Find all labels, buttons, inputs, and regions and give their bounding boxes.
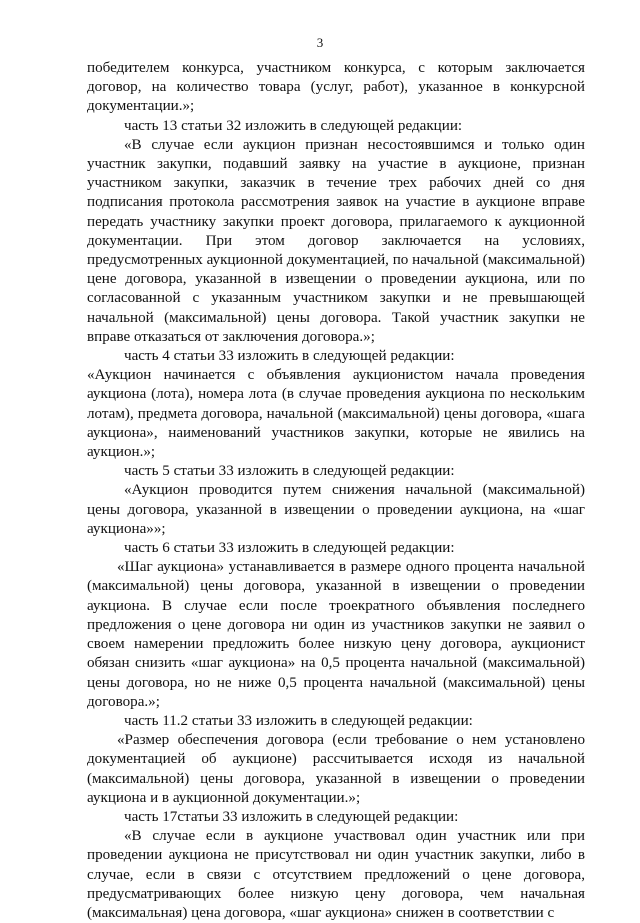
amendment-instruction-33-6: часть 6 статьи 33 изложить в следующей редакции:	[124, 540, 455, 557]
paragraph-intro-continuation: победителем конкурса, участником конкурса, с которым заключается договор, на количество товара (услуг, работ), указанное в конкурсной документации.»;	[87, 60, 585, 115]
amendment-instruction-33-11-2: часть 11.2 статьи 33 изложить в следующей редакции:	[124, 712, 473, 729]
amendment-instruction-33-17: часть 17статьи 33 изложить в следующей редакции:	[124, 808, 459, 825]
amendment-text-32-13: «В случае если аукцион признан несостоявшимся и только один участник закупки, подавший заявку на участие в аукционе, признан участником закупки, заказчик в течение трех рабочих дней со дня подписания протокола рассмотрения заявок на участие в аукционе вправе передать участнику закупки проект договора, прилагаемого к аукционной документации. При этом договор заключается на условиях, предусмотренных аукционной документацией, по начальной (максимальной) цене договора, указанной в извещении о проведении аукциона, или по согласованной с указанным участником закупки и не превышающей начальной (максимальной) цены договора. Такой участник закупки не вправе отказаться от заключения договора.»;	[87, 136, 585, 345]
amendment-text-33-11-2: «Размер обеспечения договора (если требование о нем установлено документацией об аукционе) рассчитывается исходя из начальной (максимальной) цены договора, указанной в извещении о проведении аукциона и в аукционной документации.»;	[87, 732, 585, 806]
amendment-instruction-32-13: часть 13 статьи 32 изложить в следующей редакции:	[124, 117, 463, 134]
amendment-instruction-33-5: часть 5 статьи 33 изложить в следующей редакции:	[124, 463, 455, 480]
amendment-text-33-4: «Аукцион начинается с объявления аукционистом начала проведения аукциона (лота), номера лота (в случае проведения аукциона по нескольким лотам), предмета договора, начальной (максимальной) цены договора, «шага аукциона», наименований участников закупки, которые не явились на аукцион.»;	[87, 367, 585, 461]
document-body	[87, 59, 585, 923]
amendment-instruction-33-4: часть 4 статьи 33 изложить в следующей редакции:	[124, 348, 455, 365]
amendment-text-33-5: «Аукцион проводится путем снижения начальной (максимальной) цены договора, указанной в извещении о проведении аукциона, на «шаг аукциона»»;	[87, 482, 585, 537]
amendment-text-33-6: «Шаг аукциона» устанавливается в размере одного процента начальной (максимальной) цены договора, указанной в извещении о проведении аукциона. В случае если после троекратного объявления последнего предложения о цене договора ни один из участников закупки не заявил о своем намерении предложить более низкую цену договора, аукционист обязан снизить «шаг аукциона» на 0,5 процента начальной (максимальной) цены договора, но не ниже 0,5 процента начальной (максимальной) цены договора.»;	[87, 559, 585, 710]
amendment-text-33-17: «В случае если в аукционе участвовал один участник или при проведении аукциона не присутствовал ни один участник закупки, либо в случае, если в связи с отсутствием предложений о цене договора, предусматривающих более низкую цену договора, чем начальная (максимальная) цена договора, «шаг аукциона» снижен в соответствии с	[87, 828, 585, 921]
page-number: 3	[316, 35, 324, 50]
